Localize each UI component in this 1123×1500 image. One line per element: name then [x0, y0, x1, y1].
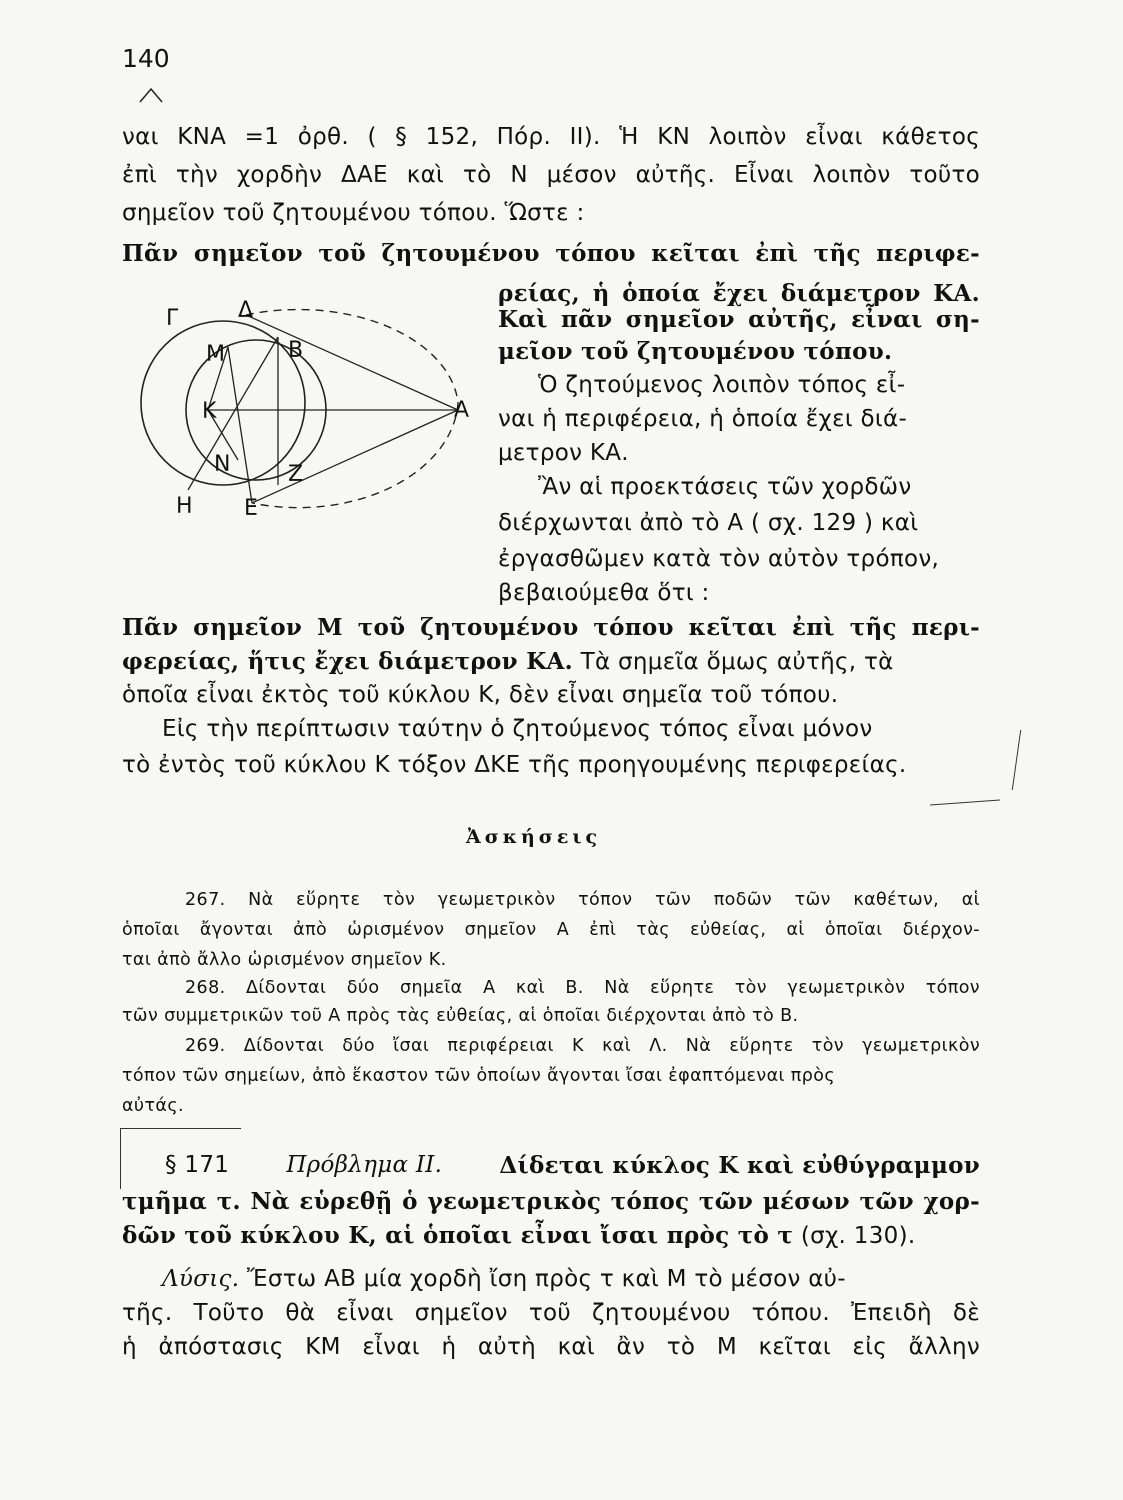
- label-eta: Η: [176, 494, 193, 519]
- margin-mark: [998, 730, 1021, 790]
- angle-hat-mark: [138, 86, 164, 104]
- label-zeta: Ζ: [288, 462, 304, 487]
- text-line: μετρον ΚΑ.: [498, 440, 629, 466]
- exercise-line: 268. Δίδονται δύο σημεῖα Α καὶ Β. Νὰ εὕρητε τὸν γεωμετρικὸν τόπον: [185, 978, 980, 998]
- margin-mark: [930, 800, 1000, 806]
- text-line: ὁποῖα εἶναι ἐκτὸς τοῦ κύκλου Κ, δὲν εἶναι σημεῖα τοῦ τόπου.: [122, 682, 839, 708]
- theorem-line: μεῖον τοῦ ζητουμένου τόπου.: [498, 338, 893, 365]
- solution-line: ἡ ἀπόστασις ΚΜ εἶναι ἡ αὐτὴ καὶ ἂν τὸ Μ κεῖται εἰς ἄλλην: [122, 1334, 980, 1360]
- exercise-line: τόπον τῶν σημείων, ἀπὸ ἕκαστον τῶν ὁποίων ἄγονται ἴσαι ἐφαπτόμεναι πρὸς: [122, 1066, 836, 1086]
- page-number: 140: [122, 44, 170, 73]
- solution-line: [162, 1266, 846, 1292]
- text-line: βεβαιούμεθα ὅτι :: [498, 580, 710, 606]
- exercise-line: αὐτάς.: [122, 1096, 184, 1116]
- label-delta: Δ: [238, 298, 254, 323]
- theorem-line: Καὶ πᾶν σημεῖον αὐτῆς, εἶναι ση-: [498, 306, 980, 333]
- theorem-mixed-line: [122, 648, 894, 675]
- problem-line: [165, 1152, 980, 1179]
- section-number: § 171: [165, 1152, 230, 1178]
- text-line: Ὁ ζητούμενος λοιπὸν τόπος εἶ-: [538, 372, 906, 398]
- theorem-bold-part: φερείας, ἥτις ἔχει διάμετρον ΚΑ.: [122, 648, 573, 675]
- text-line: Εἰς τὴν περίπτωσιν ταύτην ὁ ζητούμενος τόπος εἶναι μόνον: [162, 716, 873, 742]
- problem-line: [122, 1222, 915, 1249]
- problem-bold-text: Δίδεται κύκλος Κ καὶ εὐθύγραμμον: [499, 1152, 980, 1179]
- text-line: ἐπὶ τὴν χορδὴν ΔΑΕ καὶ τὸ Ν μέσον αὐτῆς. Εἶναι λοιπὸν τοῦτο: [122, 162, 980, 188]
- theorem-line: Πᾶν σημεῖον τοῦ ζητουμένου τόπου κεῖται ἐπὶ τῆς περιφε-: [122, 240, 980, 267]
- label-beta: Β: [288, 338, 304, 363]
- solution-text: Ἔστω ΑΒ μία χορδὴ ἴση πρὸς τ καὶ Μ τὸ μέσον αὐ-: [239, 1266, 846, 1292]
- exercises-heading: Ἀσκήσεις: [466, 826, 602, 848]
- label-epsilon: Ε: [244, 496, 258, 521]
- solution-line: τῆς. Τοῦτο θὰ εἶναι σημεῖον τοῦ ζητουμένου τόπου. Ἐπειδὴ δὲ: [122, 1300, 980, 1326]
- theorem-line: Πᾶν σημεῖον Μ τοῦ ζητουμένου τόπου κεῖται ἐπὶ τῆς περι-: [122, 614, 980, 641]
- theorem-plain-part: Τὰ σημεῖα ὅμως αὐτῆς, τὰ: [573, 649, 894, 675]
- text-line: ναι ΚΝΑ =1 ὀρθ. ( § 152, Πόρ. ΙΙ). Ἡ ΚΝ λοιπὸν εἶναι κάθετος: [122, 124, 980, 150]
- exercise-line: ται ἀπὸ ἄλλο ὡρισμένον σημεῖον Κ.: [122, 950, 447, 970]
- exercise-line: ὁποῖαι ἄγονται ἀπὸ ὡρισμένον σημεῖον Α ἐπὶ τὰς εὐθείας, αἱ ὁποῖαι διέρχον-: [122, 920, 980, 940]
- problem-label: Πρόβλημα ΙΙ.: [286, 1152, 443, 1178]
- label-nu: Ν: [214, 452, 231, 477]
- label-kappa: Κ: [202, 399, 217, 424]
- problem-line: τμῆμα τ. Νὰ εὑρεθῇ ὁ γεωμετρικὸς τόπος τῶν μέσων τῶν χορ-: [122, 1188, 980, 1215]
- theorem-line: ρείας, ἡ ὁποία ἔχει διάμετρον ΚΑ.: [498, 280, 980, 307]
- text-line: τὸ ἐντὸς τοῦ κύκλου Κ τόξον ΔΚΕ τῆς προηγουμένης περιφερείας.: [122, 752, 907, 778]
- exercise-line: 267. Νὰ εὕρητε τὸν γεωμετρικὸν τόπον τῶν ποδῶν τῶν καθέτων, αἱ: [185, 890, 980, 910]
- geometry-figure: [128, 285, 488, 530]
- label-mu: Μ: [206, 342, 225, 367]
- label-gamma: Γ: [166, 306, 179, 331]
- text-line: ναι ἡ περιφέρεια, ἡ ὁποία ἔχει διά-: [498, 406, 908, 432]
- problem-bold-text: δῶν τοῦ κύκλου Κ, αἱ ὁποῖαι εἶναι ἴσαι πρὸς τὸ τ: [122, 1222, 794, 1249]
- solution-label: Λύσις.: [162, 1266, 240, 1292]
- text-line: ἐργασθῶμεν κατὰ τὸν αὐτὸν τρόπον,: [498, 546, 940, 572]
- text-line: Ἂν αἱ προεκτάσεις τῶν χορδῶν: [538, 474, 912, 500]
- text-line: σημεῖον τοῦ ζητουμένου τόπου. Ὥστε :: [122, 200, 585, 226]
- exercise-line: τῶν συμμετρικῶν τοῦ Α πρὸς τὰς εὐθείας, αἱ ὁποῖαι διέρχονται ἀπὸ τὸ Β.: [122, 1006, 799, 1026]
- text-line: διέρχωνται ἀπὸ τὸ Α ( σχ. 129 ) καὶ: [498, 510, 919, 536]
- exercise-line: 269. Δίδονται δύο ἴσαι περιφέρειαι Κ καὶ Λ. Νὰ εὕρητε τὸν γεωμετρικὸν: [185, 1036, 980, 1056]
- problem-ref: (σχ. 130).: [793, 1223, 916, 1249]
- label-alpha: Α: [454, 398, 470, 423]
